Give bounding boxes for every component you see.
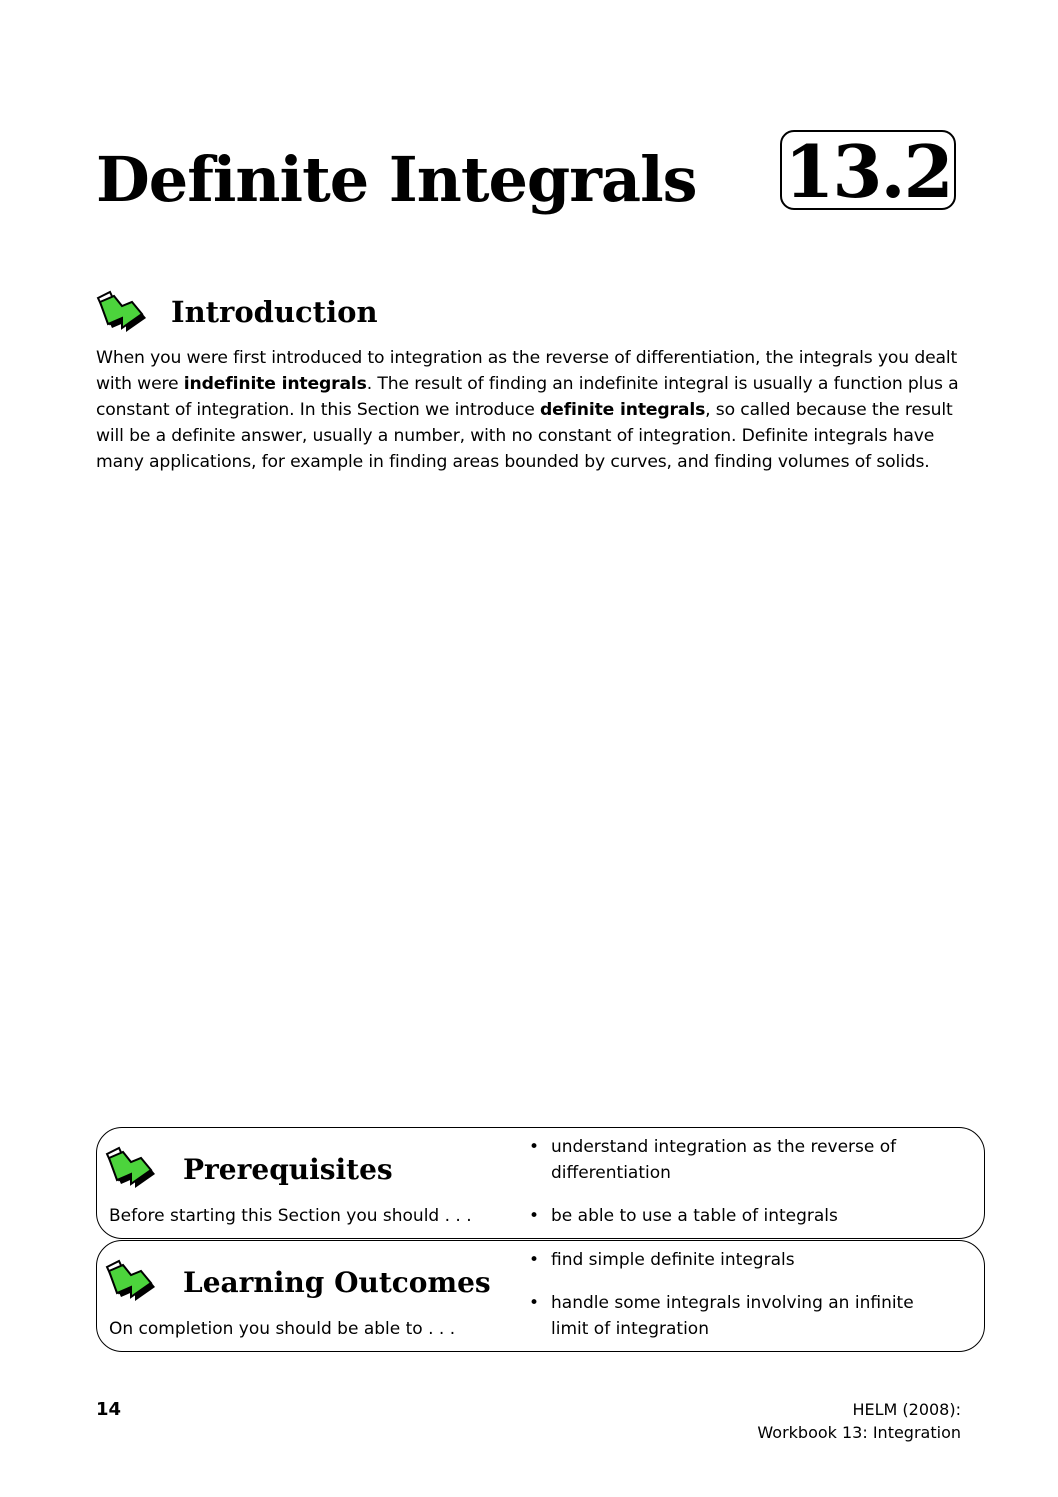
footer-line-2: Workbook 13: Integration [757,1423,961,1442]
learning-outcomes-box [96,1240,985,1352]
list-item: • handle some integrals involving an infinite limit of integration [529,1290,949,1342]
footer-line-1: HELM (2008): [852,1400,961,1419]
list-item: • find simple definite integrals [529,1247,949,1273]
term-definite-integrals: definite integrals [540,400,706,420]
pencil-arrow-icon [96,288,150,336]
bullet-icon: • [529,1293,540,1313]
page-title: Definite Integrals [96,143,697,216]
pencil-arrow-icon [105,1144,159,1192]
bullet-icon: • [529,1250,540,1270]
section-number-badge: 13.2 [780,130,956,210]
prerequisites-heading: Prerequisites [183,1153,393,1186]
pencil-arrow-icon [105,1257,159,1305]
learning-outcomes-heading: Learning Outcomes [183,1266,491,1299]
list-item: • understand integration as the reverse of differentiation [529,1134,949,1186]
bullet-icon: • [529,1206,540,1226]
prerequisites-list [529,1134,949,1246]
page-number: 14 [96,1399,122,1420]
learning-outcomes-subtext: On completion you should be able to . . . [109,1319,456,1339]
bullet-icon: • [529,1137,540,1157]
learning-outcomes-list [529,1247,949,1359]
footer-citation [757,1398,961,1444]
prerequisites-subtext: Before starting this Section you should . . . [109,1206,472,1226]
list-item: • be able to use a table of integrals [529,1203,949,1229]
term-indefinite-integrals: indefinite integrals [183,374,367,394]
introduction-heading: Introduction [171,295,378,329]
introduction-paragraph: When you were first introduced to integration as the reverse of differentiation, the integrals you dealt with were indefinite integrals. The result of finding an indefinite integral is usually a function plus a constant of integration. In this Section we introduce definite integrals, so called because the result will be a definite answer, usually a number, with no constant of integration. Definite integrals have many applications, for example in finding areas bounded by curves, and finding volumes of solids. [96,348,959,472]
prerequisites-box [96,1127,985,1239]
